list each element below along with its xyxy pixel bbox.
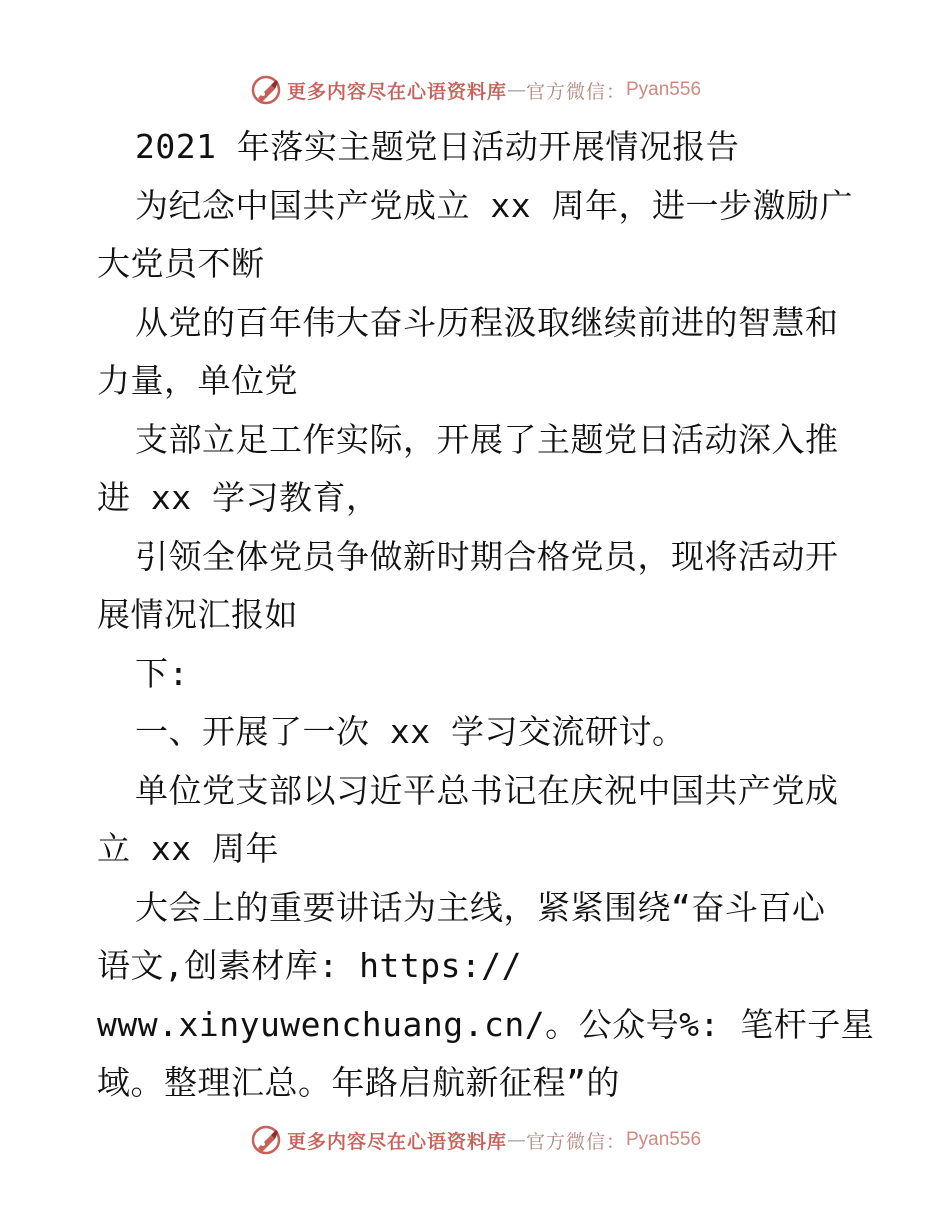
paragraph-line: 下: [135, 653, 189, 693]
document-title: 2021 年落实主题党日活动开展情况报告 [135, 127, 740, 166]
paragraph-line: 从党的百年伟大奋斗历程汲取继续前进的智慧和 [135, 302, 839, 342]
paragraph-line: 支部立足工作实际，开展了主题党日活动深入推 [135, 419, 839, 459]
watermark-separator: — [506, 79, 526, 101]
watermark-label: 官方微信： [525, 1130, 626, 1153]
document-body [97, 118, 875, 1113]
watermark-separator: — [506, 1129, 526, 1151]
pen-nib-circle-icon [249, 1123, 283, 1157]
paragraph-line: 引领全体党员争做新时期合格党员，现将活动开 [135, 536, 839, 576]
paragraph-line: 进 xx 学习教育， [97, 478, 380, 517]
pen-nib-circle-icon [249, 73, 283, 107]
watermark-header [0, 70, 950, 110]
paragraph-line: 立 xx 周年 [97, 829, 279, 868]
paragraph-line: 展情况汇报如 [97, 595, 298, 634]
watermark-wechat-id: Pyan556 [626, 79, 702, 100]
paragraph-line: 力量，单位党 [97, 361, 298, 400]
paragraph-line: 大会上的重要讲话为主线，紧紧围绕“奋斗百心 [135, 887, 826, 927]
paragraph-line: 单位党支部以习近平总书记在庆祝中国共产党成 [135, 770, 839, 810]
paragraph-line: 大党员不断 [97, 244, 265, 283]
paragraph-line: 语文,创素材库: https:// [97, 946, 523, 985]
watermark-brand: 更多内容尽在心语资料库 [286, 1130, 507, 1153]
watermark-footer [0, 1120, 950, 1160]
watermark-label: 官方微信： [525, 80, 626, 103]
paragraph-line: 为纪念中国共产党成立 xx 周年，进一步激励广 [135, 185, 853, 225]
watermark-wechat-id: Pyan556 [626, 1129, 702, 1150]
section-heading: 一、开展了一次 xx 学习交流研讨。 [135, 712, 686, 751]
paragraph-line: 域。整理汇总。年路启航新征程”的 [97, 1063, 620, 1102]
watermark-brand: 更多内容尽在心语资料库 [286, 80, 507, 103]
paragraph-line: www.xinyuwenchuang.cn/。公众号%: 笔杆子星 [97, 1004, 875, 1044]
